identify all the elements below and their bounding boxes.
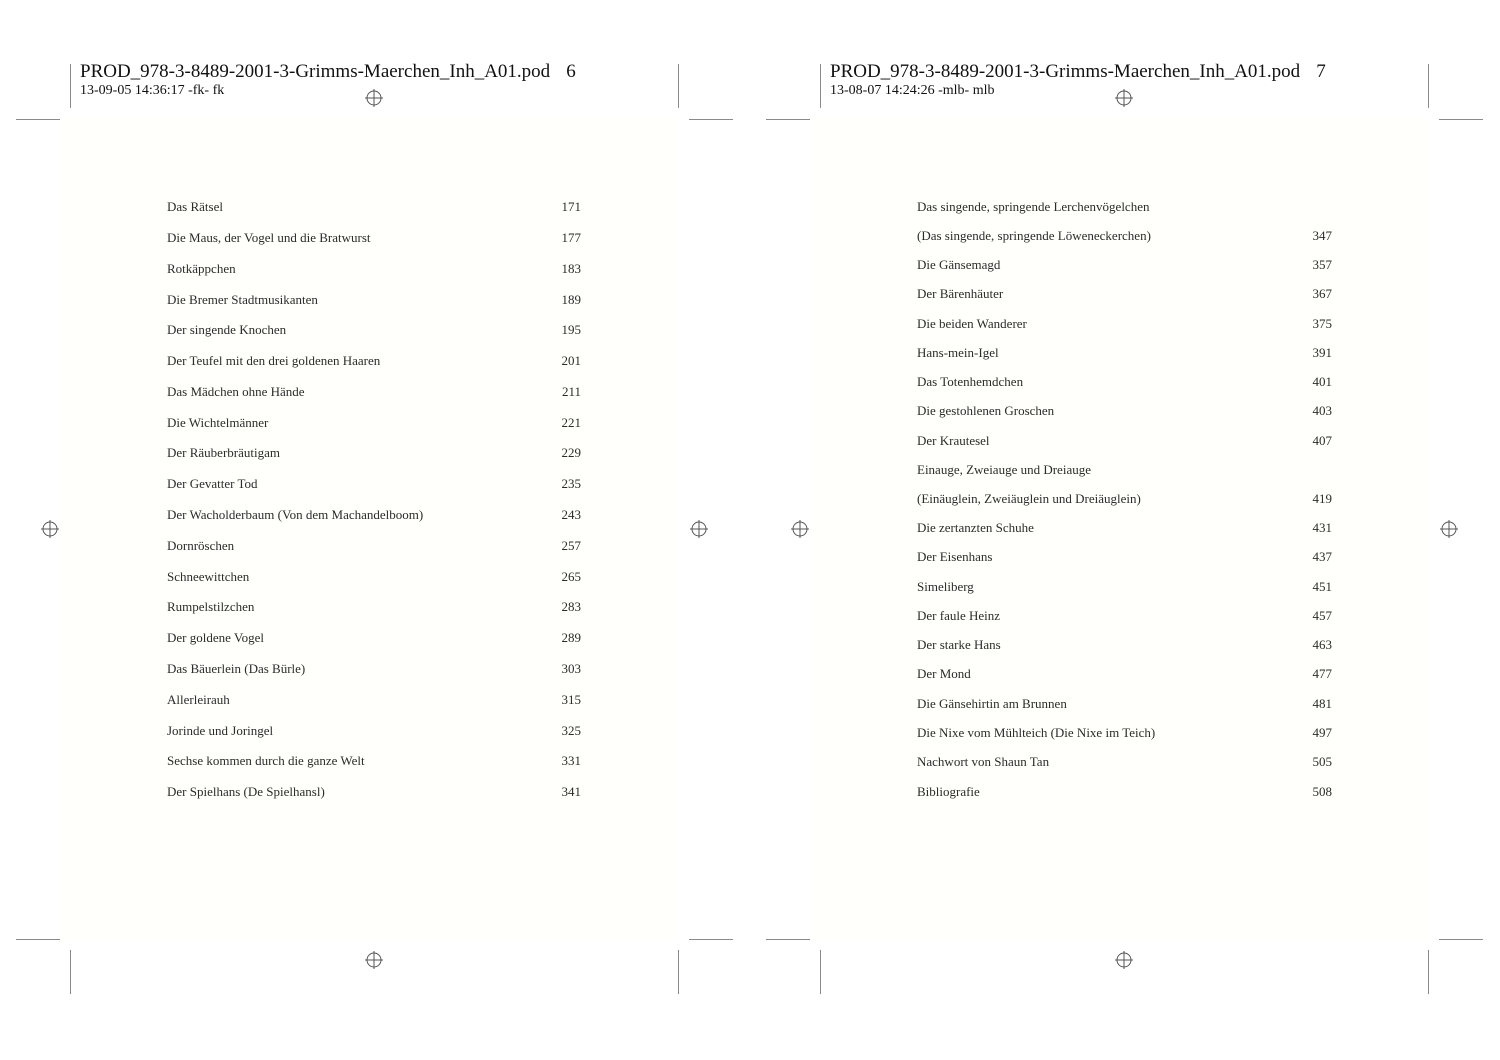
toc-entry-title: (Das singende, springende Löweneckerchen) bbox=[917, 228, 1151, 243]
toc-entry-title: Der Teufel mit den drei goldenen Haaren bbox=[167, 353, 381, 368]
toc-entry-title: Einauge, Zweiauge und Dreiauge bbox=[917, 462, 1091, 477]
toc-entry-page: 195 bbox=[561, 322, 581, 337]
toc-entry bbox=[167, 660, 581, 678]
toc-entry bbox=[167, 783, 581, 801]
crop-mark bbox=[1439, 119, 1483, 120]
toc-entry-page: 171 bbox=[561, 199, 581, 214]
toc-entry bbox=[917, 344, 1332, 362]
toc-entry-page: 481 bbox=[1312, 696, 1332, 711]
crop-mark bbox=[16, 939, 60, 940]
toc-entry-page: 401 bbox=[1312, 374, 1332, 389]
toc-entry-page: 257 bbox=[561, 538, 581, 553]
toc-entry-page: 189 bbox=[561, 292, 581, 307]
toc-entry-title: Nachwort von Shaun Tan bbox=[917, 754, 1050, 769]
toc-entry bbox=[167, 229, 581, 247]
toc-entry-page: 265 bbox=[561, 569, 581, 584]
toc-entry bbox=[917, 432, 1332, 450]
toc-entry-page: 177 bbox=[561, 230, 581, 245]
toc-entry-title: Dornröschen bbox=[167, 538, 235, 553]
toc-entry-title: Rotkäppchen bbox=[167, 261, 236, 276]
toc-entry bbox=[917, 636, 1332, 654]
crop-mark bbox=[689, 939, 733, 940]
toc-entry-page: 403 bbox=[1312, 403, 1332, 418]
toc-entry bbox=[917, 227, 1332, 245]
toc-entry bbox=[917, 285, 1332, 303]
toc-entry-title: Der Eisenhans bbox=[917, 549, 993, 564]
toc-entry-page: 391 bbox=[1312, 345, 1332, 360]
toc-entry bbox=[917, 783, 1332, 801]
registration-mark-icon bbox=[1440, 520, 1458, 538]
toc-entry bbox=[167, 414, 581, 432]
toc-entry-page: 235 bbox=[561, 476, 581, 491]
toc-entry bbox=[917, 665, 1332, 683]
toc-entry bbox=[167, 506, 581, 524]
toc-entry bbox=[167, 198, 581, 216]
toc-entry-title: Das Rätsel bbox=[167, 199, 223, 214]
toc-entry bbox=[917, 548, 1332, 566]
toc-entry-page: 437 bbox=[1312, 549, 1332, 564]
crop-mark bbox=[820, 64, 821, 108]
toc-entry-page: 315 bbox=[561, 692, 581, 707]
toc-entry-page: 505 bbox=[1312, 754, 1332, 769]
toc-entry-title: Das Mädchen ohne Hände bbox=[167, 384, 305, 399]
toc-entry-title: Die Gänsemagd bbox=[917, 257, 1001, 272]
toc-entry bbox=[917, 695, 1332, 713]
toc-entry bbox=[917, 519, 1332, 537]
toc-entry-title: Hans-mein-Igel bbox=[917, 345, 999, 360]
toc-entry-page: 451 bbox=[1312, 579, 1332, 594]
right-slug-meta: 13-08-07 14:24:26 -mlb- mlb bbox=[830, 83, 995, 98]
toc-entry-title: Die Gänsehirtin am Brunnen bbox=[917, 696, 1067, 711]
crop-mark bbox=[70, 64, 71, 108]
toc-entry bbox=[167, 352, 581, 370]
toc-entry-page: 183 bbox=[561, 261, 581, 276]
left-slug-page-number: 6 bbox=[566, 61, 576, 82]
toc-entry-title: Der Räuberbräutigam bbox=[167, 445, 280, 460]
toc-entry-page: 357 bbox=[1312, 257, 1332, 272]
toc-entry-title: Die gestohlenen Groschen bbox=[917, 403, 1055, 418]
toc-entry bbox=[917, 198, 1332, 216]
toc-entry-page: 289 bbox=[561, 630, 581, 645]
toc-entry-title: Der singende Knochen bbox=[167, 322, 287, 337]
toc-entry bbox=[167, 291, 581, 309]
toc-entry-title: Jorinde und Joringel bbox=[167, 723, 274, 738]
crop-mark bbox=[689, 119, 733, 120]
toc-entry bbox=[167, 752, 581, 770]
toc-entry bbox=[917, 461, 1332, 479]
toc-entry-title: Der starke Hans bbox=[917, 637, 1001, 652]
toc-entry bbox=[167, 444, 581, 462]
toc-entry-title: Der goldene Vogel bbox=[167, 630, 264, 645]
toc-entry-title: Bibliografie bbox=[917, 784, 980, 799]
toc-entry-title: Die Wichtelmänner bbox=[167, 415, 269, 430]
toc-entry-page: 463 bbox=[1312, 637, 1332, 652]
crop-mark bbox=[1428, 64, 1429, 108]
crop-mark bbox=[70, 950, 71, 994]
toc-entry-page: 341 bbox=[561, 784, 581, 799]
left-slug-title bbox=[80, 62, 576, 81]
registration-mark-icon bbox=[365, 951, 383, 969]
toc-entry-title: Die Maus, der Vogel und die Bratwurst bbox=[167, 230, 371, 245]
toc-entry-page: 221 bbox=[561, 415, 581, 430]
toc-entry bbox=[917, 724, 1332, 742]
toc-entry-page: 325 bbox=[561, 723, 581, 738]
registration-mark-icon bbox=[791, 520, 809, 538]
toc-entry-page: 347 bbox=[1312, 228, 1332, 243]
crop-mark bbox=[766, 939, 810, 940]
toc-entry-page: 407 bbox=[1312, 433, 1332, 448]
toc-entry-title: Simeliberg bbox=[917, 579, 974, 594]
toc-entry-title: Der Mond bbox=[917, 666, 971, 681]
toc-entry-page: 229 bbox=[561, 445, 581, 460]
toc-entry-title: Schneewittchen bbox=[167, 569, 250, 584]
toc-entry-title: Rumpelstilzchen bbox=[167, 599, 255, 614]
toc-entry-title: Sechse kommen durch die ganze Welt bbox=[167, 753, 365, 768]
toc-entry bbox=[167, 475, 581, 493]
registration-mark-icon bbox=[1115, 951, 1133, 969]
crop-mark bbox=[1428, 950, 1429, 994]
toc-entry bbox=[167, 321, 581, 339]
toc-entry-title: Der Spielhans (De Spielhansl) bbox=[167, 784, 325, 799]
toc-entry-title: Die zertanzten Schuhe bbox=[917, 520, 1034, 535]
left-slug-meta: 13-09-05 14:36:17 -fk- fk bbox=[80, 83, 225, 98]
crop-mark bbox=[16, 119, 60, 120]
registration-mark-icon bbox=[690, 520, 708, 538]
toc-entry bbox=[917, 373, 1332, 391]
toc-entry-page: 201 bbox=[561, 353, 581, 368]
toc-entry bbox=[917, 578, 1332, 596]
toc-entry bbox=[917, 402, 1332, 420]
toc-entry-page: 211 bbox=[561, 384, 581, 399]
toc-entry bbox=[167, 537, 581, 555]
toc-entry-title: Der Bärenhäuter bbox=[917, 286, 1004, 301]
toc-entry-title: (Einäuglein, Zweiäuglein und Dreiäuglein) bbox=[917, 491, 1141, 506]
toc-entry-title: Der Krautesel bbox=[917, 433, 990, 448]
toc-entry bbox=[917, 753, 1332, 771]
toc-entry-title: Der Wacholderbaum (Von dem Machandelboom) bbox=[167, 507, 424, 522]
toc-entry-title: Das Bäuerlein (Das Bürle) bbox=[167, 661, 306, 676]
toc-entry-title: Der Gevatter Tod bbox=[167, 476, 258, 491]
toc-entry-page: 497 bbox=[1312, 725, 1332, 740]
toc-entry-title: Der faule Heinz bbox=[917, 608, 1001, 623]
toc-entry bbox=[917, 490, 1332, 508]
toc-entry bbox=[167, 598, 581, 616]
toc-entry-page: 331 bbox=[561, 753, 581, 768]
toc-entry bbox=[167, 568, 581, 586]
crop-mark bbox=[766, 119, 810, 120]
toc-entry-page: 243 bbox=[561, 507, 581, 522]
toc-entry bbox=[167, 629, 581, 647]
crop-mark bbox=[678, 64, 679, 108]
toc-entry-page: 508 bbox=[1312, 784, 1332, 799]
toc-entry bbox=[167, 383, 581, 401]
toc-entry bbox=[167, 691, 581, 709]
toc-entry-page: 367 bbox=[1312, 286, 1332, 301]
registration-mark-icon bbox=[365, 89, 383, 107]
toc-entry-page: 431 bbox=[1312, 520, 1332, 535]
toc-entry-title: Die Bremer Stadtmusikanten bbox=[167, 292, 318, 307]
registration-mark-icon bbox=[41, 520, 59, 538]
toc-entry-title: Das singende, springende Lerchenvögelchen bbox=[917, 199, 1150, 214]
crop-mark bbox=[820, 950, 821, 994]
right-slug-page-number: 7 bbox=[1316, 61, 1326, 82]
toc-entry bbox=[917, 256, 1332, 274]
left-slug-filename: PROD_978-3-8489-2001-3-Grimms-Maerchen_Inh_A01.pod bbox=[80, 61, 551, 82]
toc-entry bbox=[917, 607, 1332, 625]
registration-mark-icon bbox=[1115, 89, 1133, 107]
crop-mark bbox=[678, 950, 679, 994]
toc-entry bbox=[167, 722, 581, 740]
toc-entry-title: Die Nixe vom Mühlteich (Die Nixe im Teich) bbox=[917, 725, 1156, 740]
toc-entry-page: 457 bbox=[1312, 608, 1332, 623]
toc-entry-page: 283 bbox=[561, 599, 581, 614]
toc-entry bbox=[167, 260, 581, 278]
toc-entry-page: 477 bbox=[1312, 666, 1332, 681]
toc-entry bbox=[917, 315, 1332, 333]
toc-entry-title: Allerleirauh bbox=[167, 692, 230, 707]
toc-entry-page: 419 bbox=[1312, 491, 1332, 506]
toc-entry-title: Die beiden Wanderer bbox=[917, 316, 1027, 331]
right-slug-title bbox=[830, 62, 1326, 81]
toc-entry-page: 303 bbox=[561, 661, 581, 676]
crop-mark bbox=[1439, 939, 1483, 940]
right-slug-filename: PROD_978-3-8489-2001-3-Grimms-Maerchen_Inh_A01.pod bbox=[830, 61, 1301, 82]
toc-entry-page: 375 bbox=[1312, 316, 1332, 331]
toc-entry-title: Das Totenhemdchen bbox=[917, 374, 1024, 389]
